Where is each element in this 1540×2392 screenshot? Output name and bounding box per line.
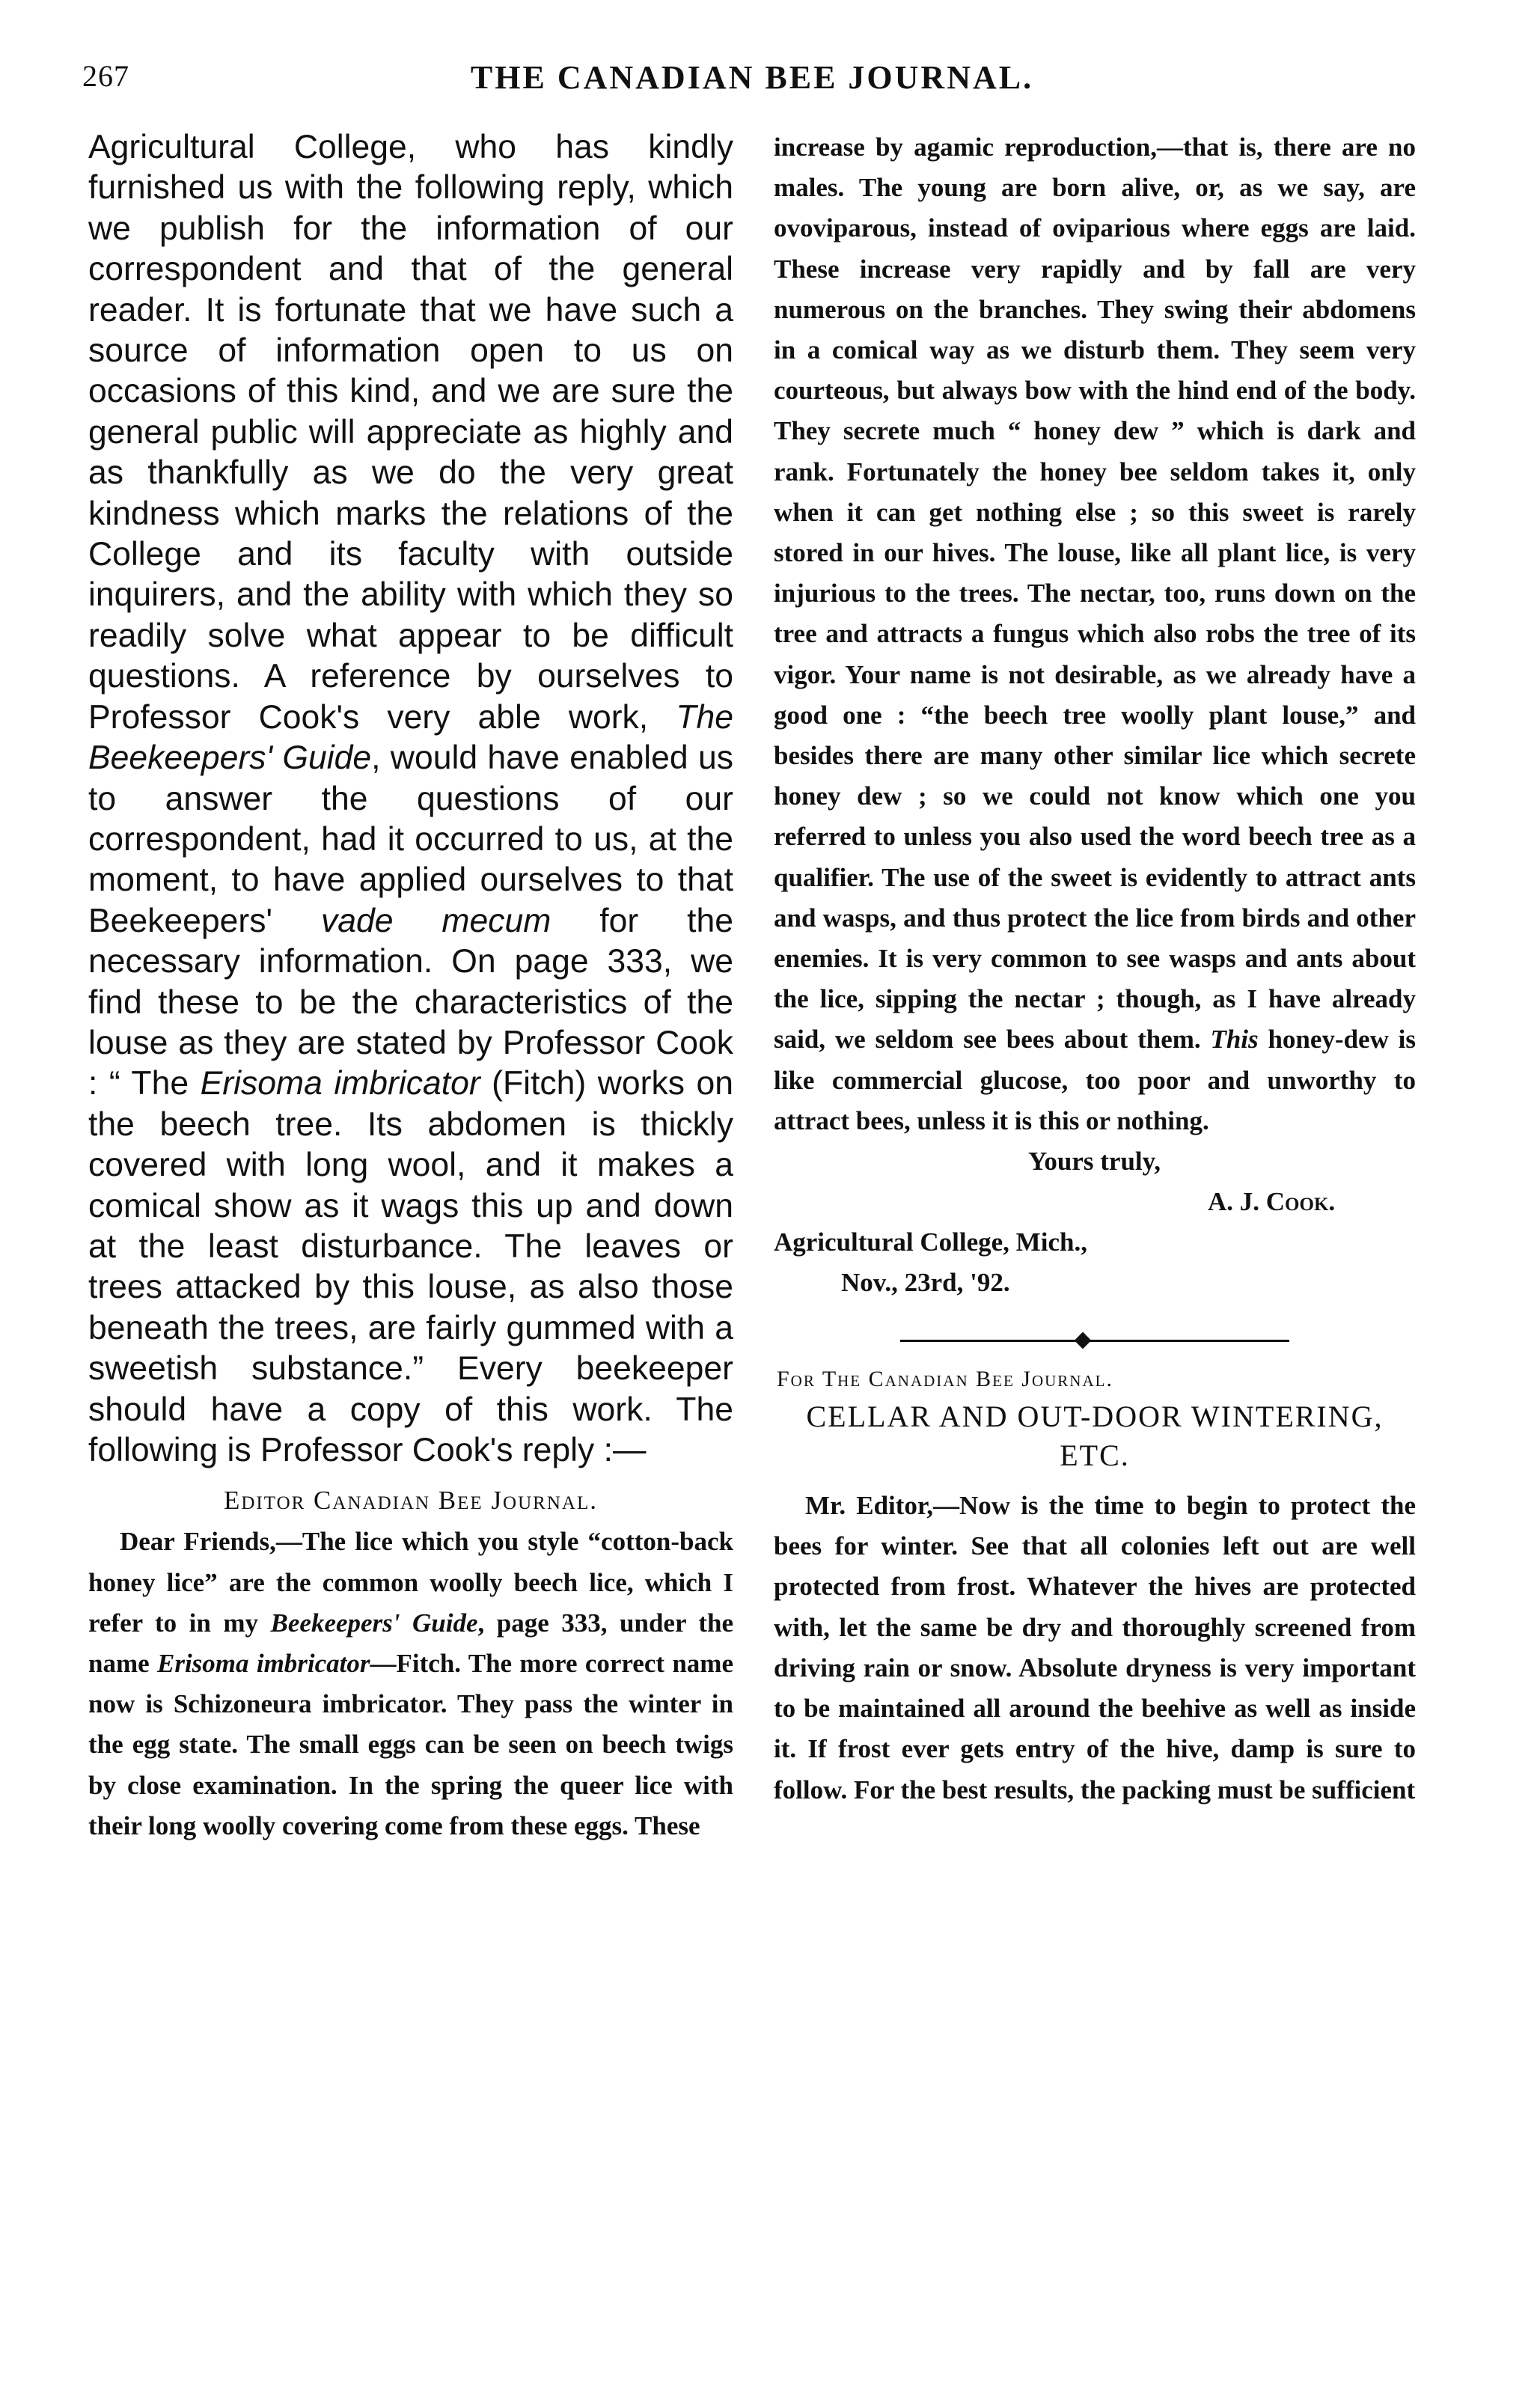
divider-line	[900, 1340, 1289, 1342]
letter-species-name: Erisoma imbricator	[156, 1649, 370, 1679]
letter-book-title: Beekeepers' Guide	[270, 1608, 478, 1638]
species-name: Erisoma imbricator	[200, 1065, 480, 1102]
letter-signer: A. J. Cook.	[1208, 1187, 1336, 1217]
intro-text-cont: for the necessary information. On page 333, we find these to be the characteristics of the louse as they are stated by Professor Cook : “ The	[88, 902, 733, 1102]
intro-text-cont: (Fitch) works on the beech tree. Its abdomen is thickly covered with long wool, and it makes a comical show as it wags this up and down at the least disturbance. The leaves or trees attacked by this louse, as also those beneath the trees, are fairly gummed with a sweetish substance.” Every beekeeper should have a copy of this work. The following is Professor Cook's reply :—	[88, 1065, 733, 1468]
letter-text-cont: —Fitch. The more correct name now is Schizoneura imbricator. They pass the winter in the egg state. The small eggs can be seen on beech twigs by close examination. In the spring the queer lice with their long woolly covering come from these eggs. These	[88, 1649, 733, 1840]
letter-text-cont: , page 333, under the name	[88, 1608, 733, 1679]
article-paragraph: Mr. Editor,—Now is the time to begin to protect the bees for winter. See that all colonies left out are well protected from frost. Whatever the hives are protected with, let the same be dry and thoroughly screened from driving rain or snow. Absolute dryness is very important to be maintained all around the beehive as well as inside it. If frost ever gets entry of the hive, damp is sure to follow. For the best results, the packing must be sufficient	[774, 1491, 1416, 1804]
letter-place: Agricultural College, Mich.,	[774, 1227, 1087, 1257]
letter-paragraph	[88, 1522, 733, 1846]
letter-paragraph-continued	[774, 127, 1416, 1141]
intro-paragraph	[88, 127, 733, 1471]
section-divider	[900, 1333, 1289, 1348]
letter-text-cont: increase by agamic reproduction,—that is, there are no males. The young are born alive, or, as we say, are ovoviparous, instead of oviparious where eggs are laid. These increase very rapidly and by fall are very numerous on the branches. They swing their abdomens in a comical way as we disturb them. They seem very courteous, but always bow with the hind end of the body. They secrete much “ honey dew ” which is dark and rank. Fortunately the honey bee seldom takes it, only when it can get nothing else ; so this sweet is rarely stored in our hives. The louse, like all plant lice, is very injurious to the trees. The nectar, too, runs down on the tree and attracts a fungus which also robs the tree of its vigor. Your name is not desirable, as we already have a good one : “the beech tree woolly plant louse,” and besides there are many other similar lice which secrete honey dew ; so we could not know which one you referred to unless you also used the word beech tree as a qualifier. The use of the sweet is evidently to attract ants and wasps, and thus protect the lice from birds and other enemies. It is very common to see wasps and ants about the lice, sipping the nectar ; though, as I have already said, we seldom see bees about them.	[774, 132, 1416, 1055]
intro-text-cont: , would have enabled us to answer the questions of our correspondent, had it occurred to us, at the moment, to have applied ourselves to that Beekeepers'	[88, 739, 733, 939]
divider-ornament-icon	[1075, 1332, 1092, 1349]
intro-text: Agricultural College, who has kindly furnished us with the following reply, which we publish for the information of our correspondent and that of the general reader. It is fortunate that we have such a source of information open to us on occasions of this kind, and we are sure the general public will appreciate as highly and as thankfully as we do the very great kindness which marks the relations of the College and its faculty with outside inquirers, and the ability with which they so readily solve what appear to be difficult questions. A reference by ourselves to Professor Cook's very able work,	[88, 129, 733, 736]
page-number: 267	[82, 59, 129, 93]
left-column	[88, 127, 733, 1846]
letter-text-cont: honey-dew is like commercial glucose, too poor and unworthy to attract bees, unless it is this or nothing.	[774, 1025, 1416, 1135]
page-header	[82, 58, 1422, 111]
emphasis-this: This	[1210, 1025, 1259, 1055]
running-title: THE CANADIAN BEE JOURNAL.	[470, 59, 1034, 96]
letter-date: Nov., 23rd, '92.	[841, 1268, 1010, 1298]
article-title: CELLAR AND OUT-DOOR WINTERING, ETC.	[806, 1400, 1384, 1473]
book-title: The Beekeepers' Guide	[88, 698, 733, 777]
article-source: For The Canadian Bee Journal.	[777, 1367, 1113, 1392]
vade-mecum: vade mecum	[320, 902, 551, 939]
letter-closing: Yours truly,	[1028, 1147, 1161, 1177]
letter-addressee: Editor Canadian Bee Journal.	[224, 1486, 598, 1516]
right-column	[774, 127, 1416, 1810]
letter-text: Dear Friends,—The lice which you style “cotton-back honey lice” are the common woolly beech lice, which I refer to in my	[88, 1527, 733, 1638]
